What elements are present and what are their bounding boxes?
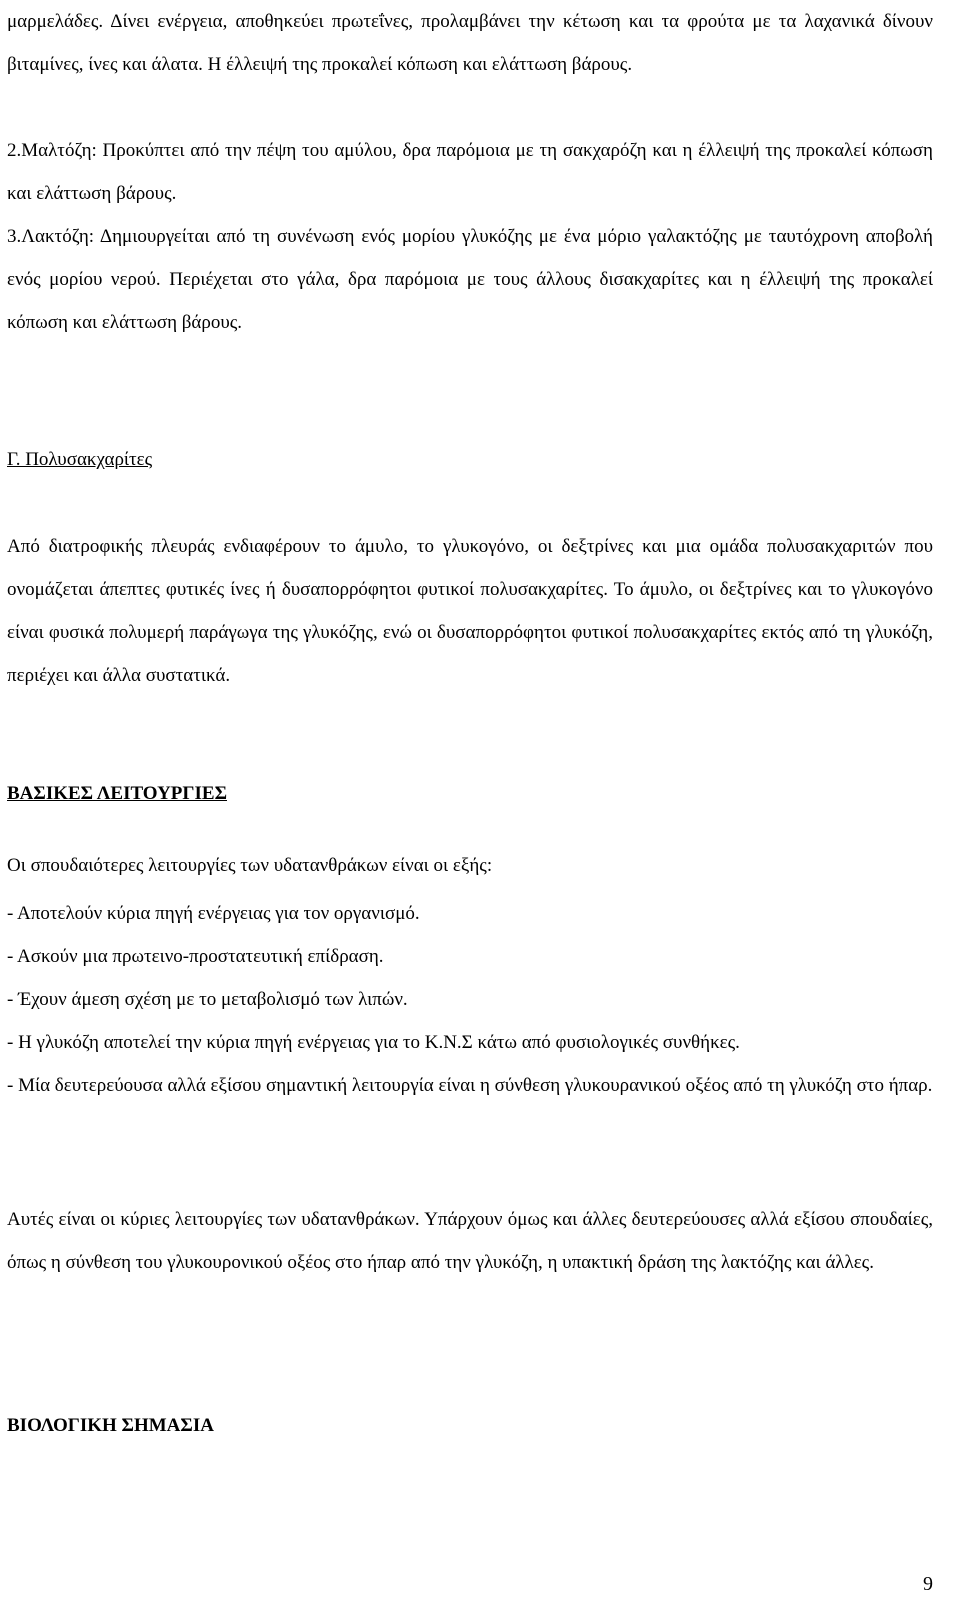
- section-g-title: Γ. Πολυσακχαρίτες: [7, 449, 153, 470]
- list-item: - Μία δευτερεύουσα αλλά εξίσου σημαντική λειτουργία είναι η σύνθεση γλυκουρανικού οξέος από τη γλυκόζη στο ήπαρ.: [7, 1075, 933, 1096]
- list-item: - Ασκούν μια πρωτεινο-προστατευτική επίδραση.: [7, 946, 384, 967]
- biology-heading: ΒΙΟΛΟΓΙΚΗ ΣΗΜΑΣΙΑ: [7, 1415, 214, 1436]
- list-item: - Αποτελούν κύρια πηγή ενέργειας για τον οργανισμό.: [7, 903, 420, 924]
- paragraph-maltose: 2.Μαλτόζη: Προκύπτει από την πέψη του αμύλου, δρα παρόμοια με τη σακχαρόζη και η έλλειψή της προκαλεί κόπωση και ελάττωση βάρους.: [7, 140, 933, 204]
- functions-heading: ΒΑΣΙΚΕΣ ΛΕΙΤΟΥΡΓΙΕΣ: [7, 783, 227, 804]
- functions-list: [7, 892, 933, 1107]
- list-item: - Έχουν άμεση σχέση με το μεταβολισμό των λιπών.: [7, 989, 408, 1010]
- list-item: - Η γλυκόζη αποτελεί την κύρια πηγή ενέργειας για το Κ.Ν.Σ κάτω από φυσιολογικές συνθήκες.: [7, 1032, 740, 1053]
- functions-intro: Οι σπουδαιότερες λειτουργίες των υδατανθράκων είναι οι εξής:: [7, 855, 493, 876]
- page-number: 9: [923, 1573, 933, 1595]
- paragraph-polysaccharides: Από διατροφικής πλευράς ενδιαφέρουν το άμυλο, το γλυκογόνο, οι δεξτρίνες και μια ομάδα πολυσακχαριτών που ονομάζεται άπεπτες φυτικές ίνες ή δυσαπορρόφητοι φυτικοί πολυσακχαρίτες. Το άμυλο, οι δεξτρίνες και το γλυκογόνο είναι φυσικά πολυμερή παράγωγα της γλυκόζης, ενώ οι δυσαπορρόφητοι φυτικοί πολυσακχαρίτες εκτός από τη γλυκόζη, περιέχει και άλλα συστατικά.: [7, 536, 933, 686]
- document-page: [7, 0, 933, 1618]
- paragraph-top-fragment: μαρμελάδες. Δίνει ενέργεια, αποθηκεύει πρωτεΐνες, προλαμβάνει την κέτωση και τα φρούτα με τα λαχανικά δίνουν βιταμίνες, ίνες και άλατα. Η έλλειψή της προκαλεί κόπωση και ελάττωση βάρους.: [7, 11, 933, 75]
- paragraph-lactose: 3.Λακτόζη: Δημιουργείται από τη συνένωση ενός μορίου γλυκόζης με ένα μόριο γαλακτόζης με ταυτόχρονη αποβολή ενός μορίου νερού. Περιέχεται στο γάλα, δρα παρόμοια με τους άλλους δισακχαρίτες και η έλλειψή της προκαλεί κόπωση και ελάττωση βάρους.: [7, 226, 933, 333]
- functions-closing: Αυτές είναι οι κύριες λειτουργίες των υδατανθράκων. Υπάρχουν όμως και άλλες δευτερεύουσες αλλά εξίσου σπουδαίες, όπως η σύνθεση του γλυκουρονικού οξέος στο ήπαρ από την γλυκόζη, η υπακτική δράση της λακτόζης και άλλες.: [7, 1209, 933, 1273]
